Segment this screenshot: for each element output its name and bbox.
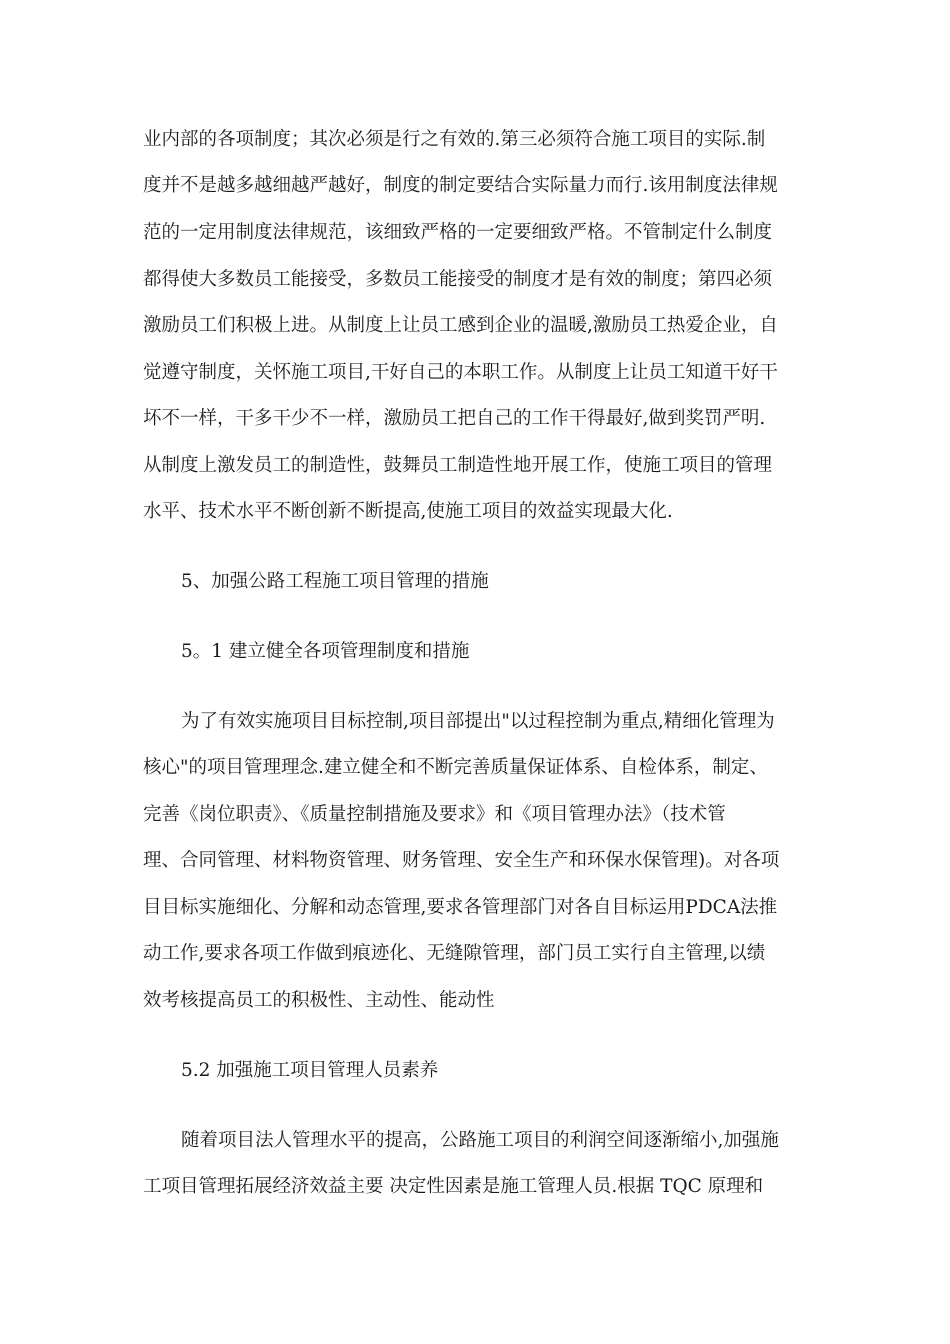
text-line: 效考核提高员工的积极性、主动性、能动性 [143, 990, 495, 1011]
section-heading-5-2: 5.2 加强施工项目管理人员素养 [181, 1060, 439, 1081]
section-heading-5: 5、加强公路工程施工项目管理的措施 [181, 571, 489, 592]
text-line: 业内部的各项制度；其次必须是行之有效的.第三必须符合施工项目的实际.制 [143, 129, 766, 150]
text-line: 都得使大多数员工能接受，多数员工能接受的制度才是有效的制度；第四必须 [143, 269, 773, 290]
text-line: 目目标实施细化、分解和动态管理,要求各管理部门对各自目标运用PDCA法推 [143, 897, 778, 918]
text-line: 动工作,要求各项工作做到痕迹化、无缝隙管理，部门员工实行自主管理,以绩 [143, 943, 766, 964]
text-line: 范的一定用制度法律规范，该细致严格的一定要细致严格。不管制定什么制度 [143, 222, 773, 243]
text-line: 理、合同管理、材料物资管理、财务管理、安全生产和环保水保管理)。对各项 [143, 850, 780, 871]
section-heading-5-1: 5。1 建立健全各项管理制度和措施 [181, 641, 470, 662]
text-line: 为了有效实施项目目标控制,项目部提出"以过程控制为重点,精细化管理为 [181, 711, 775, 732]
text-line: 工项目管理拓展经济效益主要 决定性因素是施工管理人员.根据 TQC 原理和 [143, 1176, 764, 1197]
text-line: 度并不是越多越细越严越好，制度的制定要结合实际量力而行.该用制度法律规 [143, 175, 778, 196]
text-line: 坏不一样，干多干少不一样，激励员工把自己的工作干得最好,做到奖罚严明. [143, 408, 766, 429]
text-line: 核心"的项目管理理念.建立健全和不断完善质量保证体系、自检体系，制定、 [143, 757, 768, 778]
text-line: 水平、技术水平不断创新不断提高,使施工项目的效益实现最大化. [143, 501, 673, 522]
text-line: 随着项目法人管理水平的提高，公路施工项目的利润空间逐渐缩小,加强施 [181, 1130, 779, 1151]
text-line: 激励员工们积极上进。从制度上让员工感到企业的温暖,激励员工热爱企业，自 [143, 315, 778, 336]
text-line: 觉遵守制度，关怀施工项目,干好自己的本职工作。从制度上让员工知道干好干 [143, 362, 778, 383]
text-line: 从制度上激发员工的制造性，鼓舞员工制造性地开展工作，使施工项目的管理 [143, 455, 773, 476]
text-line: 完善《岗位职责》、《质量控制措施及要求》和《项目管理办法》（技术管 [143, 804, 726, 825]
